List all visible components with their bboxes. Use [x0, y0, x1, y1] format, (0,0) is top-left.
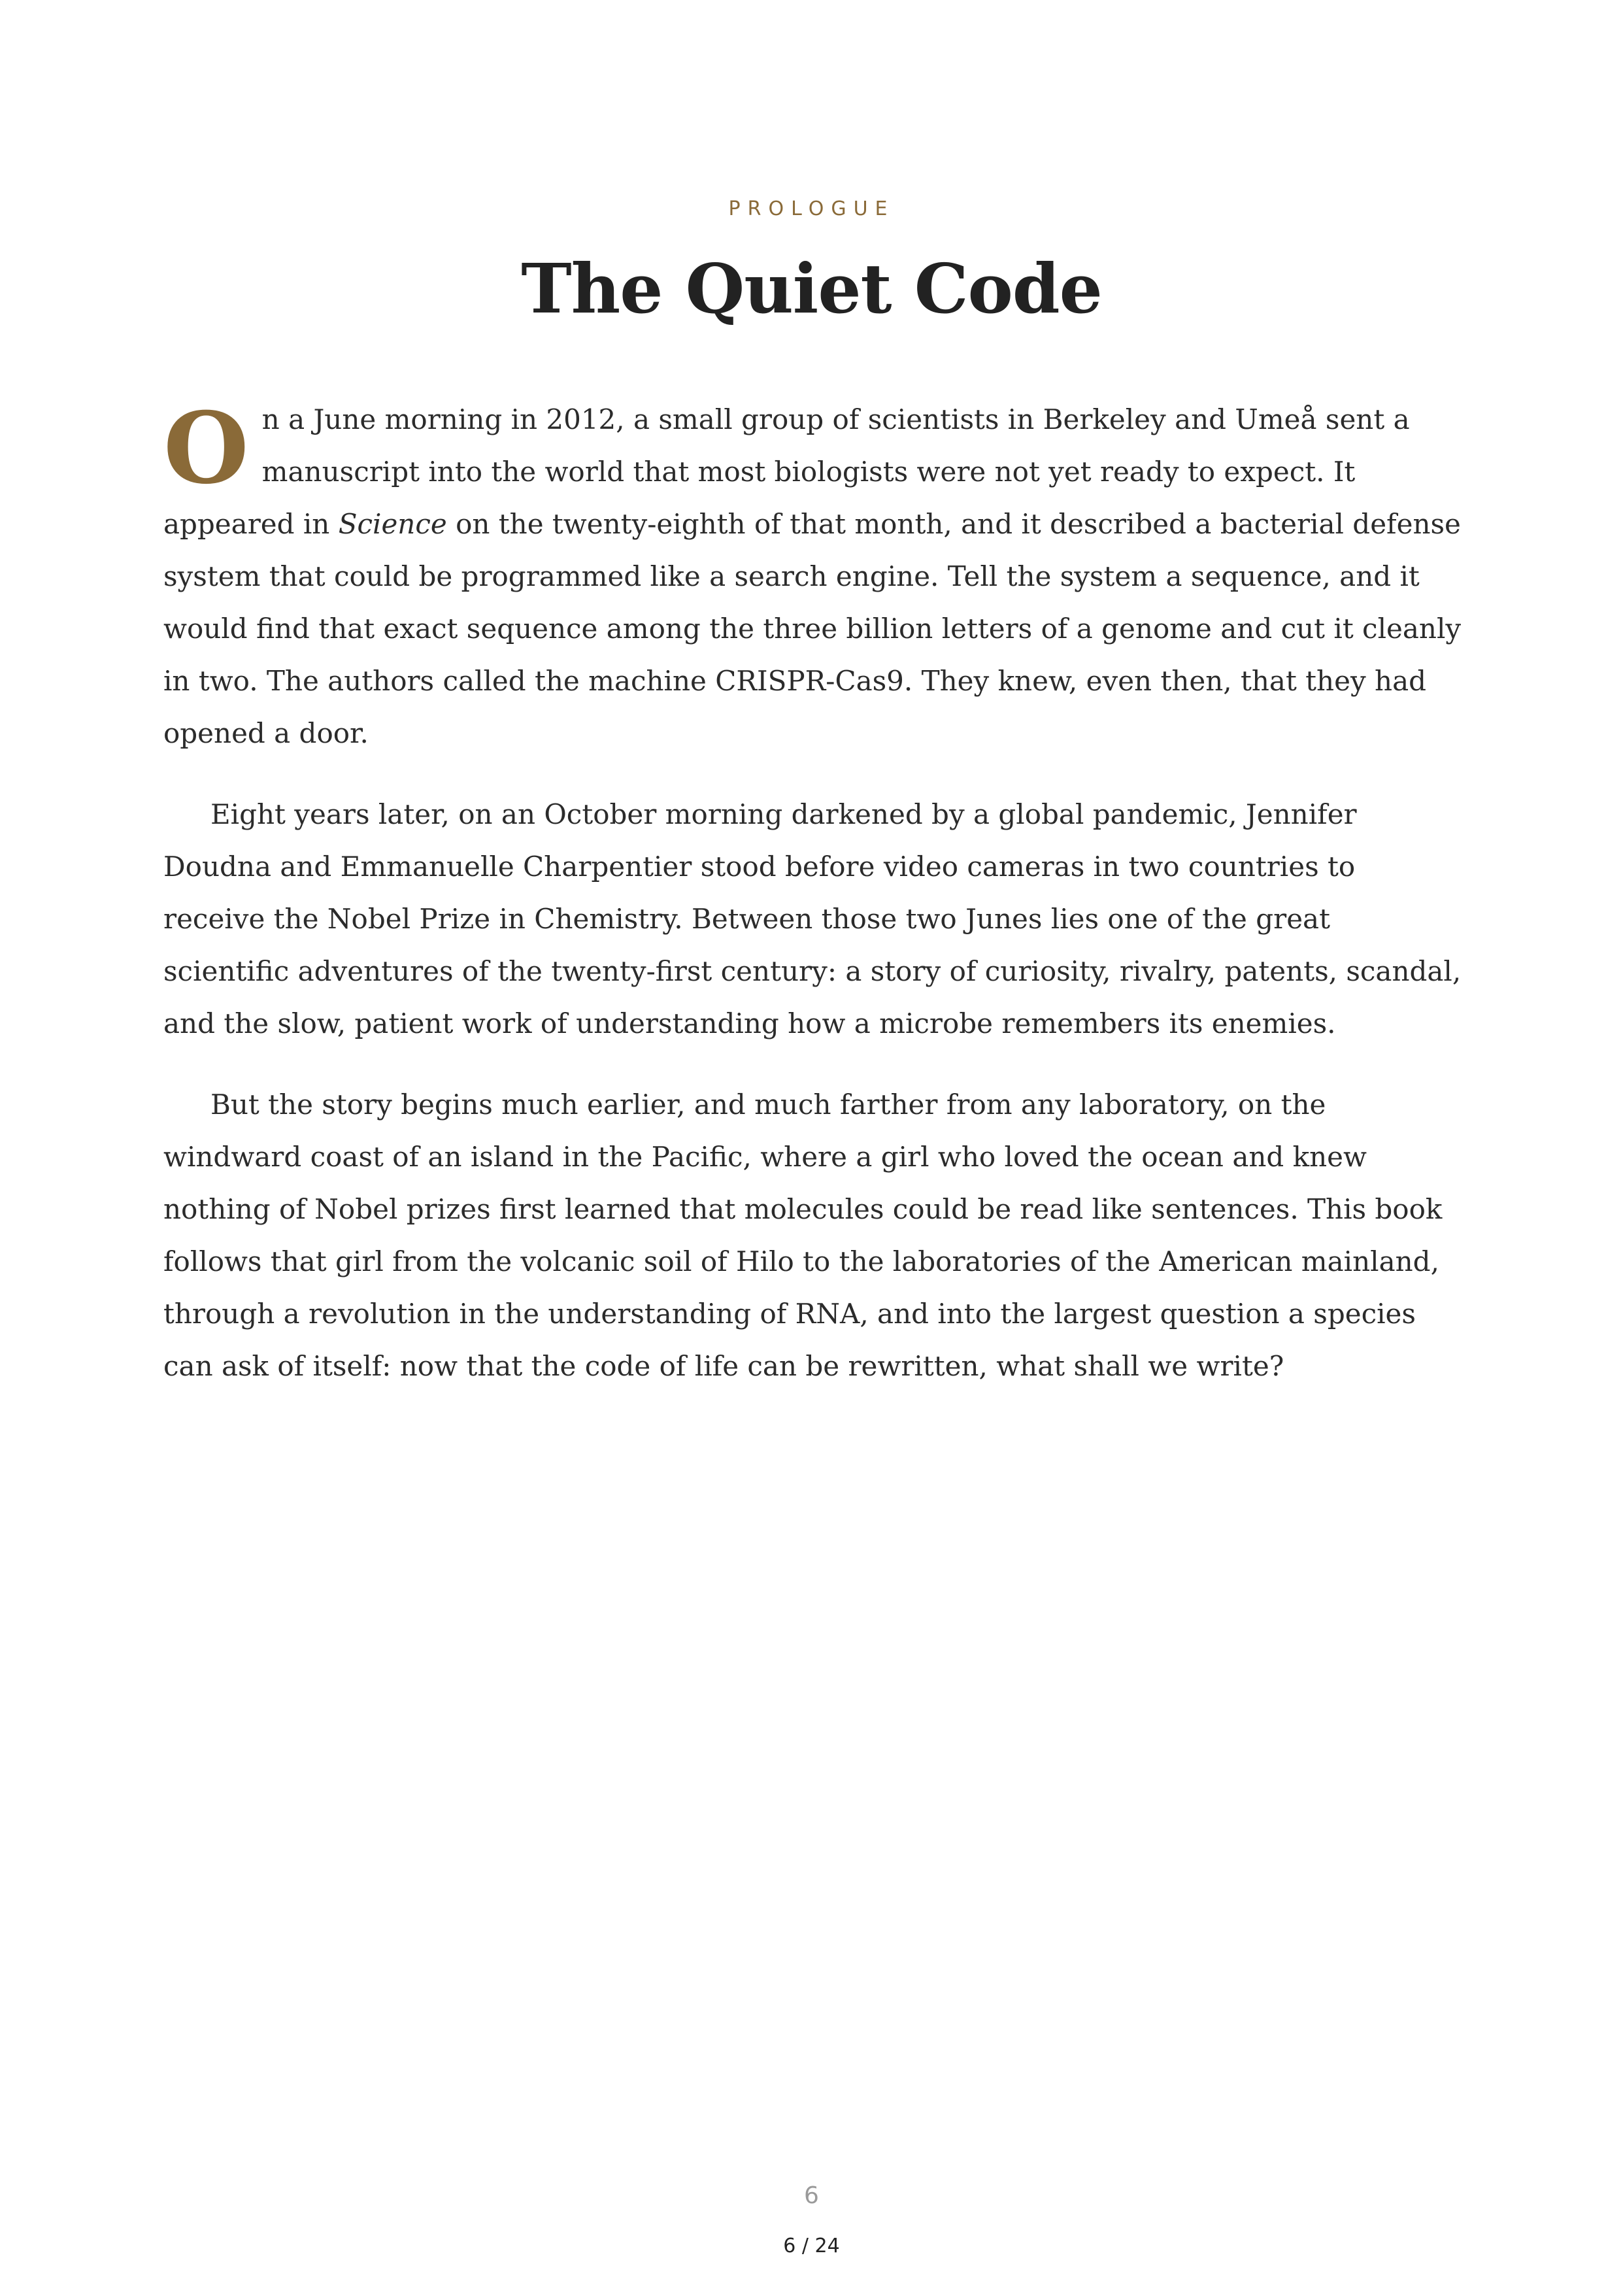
paragraph-1-text-b: on the twenty-eighth of that month, and it described a bacterial defense system that could be programmed like a search engine. Tell the system a sequence, and it would find that exact sequence among the three billion letters of a genome and cut it cleanly in two. The authors called the machine CRISPR-Cas9. They knew, even then, that they had opened a door. — [163, 508, 1462, 749]
paragraph-3: But the story begins much earlier, and much farther from any laboratory, on the windward coast of an island in the Pacific, where a girl who loved the ocean and knew nothing of Nobel prizes first learned that molecules could be read like sentences. This book follows that girl from the volcanic soil of Hilo to the laboratories of the American mainland, through a revolution in the understanding of RNA, and into the largest question a species can ask of itself: now that the code of life can be rewritten, what shall we write? — [163, 1089, 1443, 1382]
page-number: 6 — [804, 2182, 819, 2209]
chapter-kicker: PROLOGUE — [728, 197, 895, 220]
paragraph-2: Eight years later, on an October morning darkened by a global pandemic, Jennifer Doudna and Emmanuelle Charpentier stood before video cameras in two countries to receive the Nobel Prize in Chemistry. Between those two Junes lies one of the great scientific adventures of the twenty-first century: a story of curiosity, rivalry, patents, scandal, and the slow, patient work of understanding how a microbe remembers its enemies. — [163, 798, 1462, 1039]
paragraph-1-text-a: n a June morning in 2012, a small group of scientists in Berkeley and Umeå sent a manuscript into the world that most biologists were not yet ready to expect. It appeared in — [163, 403, 1410, 540]
paragraph-1-italic: Science — [338, 508, 447, 540]
page-indicator: 6 / 24 — [783, 2235, 840, 2257]
chapter-body — [163, 391, 1464, 1421]
chapter-title: The Quiet Code — [521, 248, 1102, 329]
paragraph-1 — [163, 391, 1464, 760]
drop-cap: O — [163, 391, 249, 506]
